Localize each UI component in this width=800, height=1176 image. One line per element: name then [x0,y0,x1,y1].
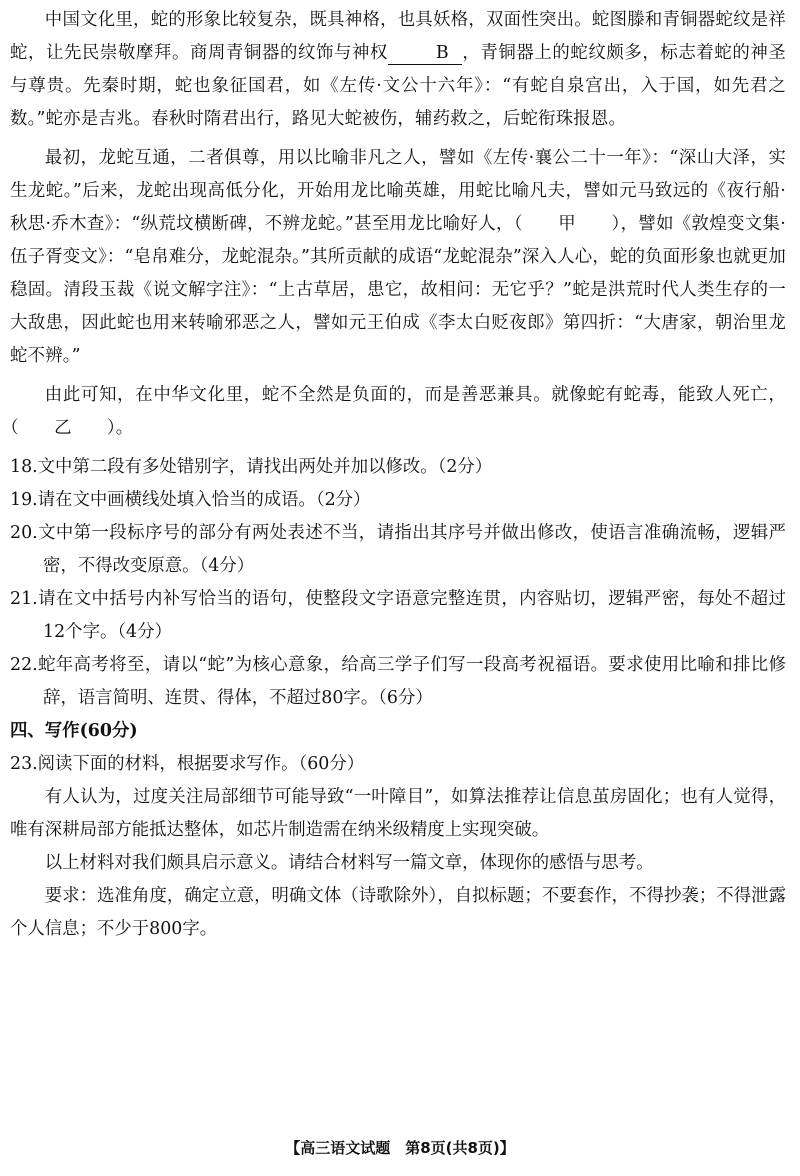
p2-text-b: ，譬如《敦煌变文集·伍子胥变文》：“皂帛难分，龙蛇混杂。”其所贡献的成语“龙蛇混杂”深入人心，蛇的负面形象也就更加稳固。清段玉裁《说文解字注》：“上古草居，患它，故相问：无它乎？”蛇是洪荒时代人类生存的一大敌患，因此蛇也用来转喻邪恶之人，譬如元王伯成《李太白贬夜郎》第四折：“大唐家，朝治里龙蛇不辨。” [10,214,786,366]
p2-text-a: 最初，龙蛇互通，二者俱尊，用以比喻非凡之人，譬如《左传·襄公二十一年》：“深山大泽，实生龙蛇。”后来，龙蛇出现高低分化，开始用龙比喻英雄，用蛇比喻凡夫，譬如元马致远的《夜行船·秋思·乔木查》：“纵荒坟横断碑，不辨龙蛇。”甚至用龙比喻好人， [10,148,786,234]
writing-material-2: 以上材料对我们颇具启示意义。请结合材料写一篇文章，体现你的感悟与思考。 [44,853,654,873]
page-content [10,4,786,946]
passage-paragraph-2 [10,142,786,373]
section-heading-writing: 四、写作(60分) [10,721,138,741]
p1-text-b: ，青铜器上的蛇纹颇多，标志着蛇的神圣与尊贵。先秦时期，蛇也象征国君，如《左传·文公十六年》：“有蛇自泉宫出，入于国，如先君之数。”蛇亦是吉兆。春秋时隋君出行，路见大蛇被伤，辅药救之，后蛇衔珠报恩。 [10,43,786,129]
p1-text-a: 中国文化里，蛇的形象比较复杂，既具神格，也具妖格，双面性突出。蛇图滕和青铜器蛇纹是祥蛇，让先民崇敬摩拜。商周青铜器的纹饰与神权 [10,10,786,63]
writing-material-1: 有人认为，过度关注局部细节可能导致“一叶障目”，如算法推荐让信息茧房固化；也有人觉得，唯有深耕局部方能抵达整体，如芯片制造需在纳米级精度上实现突破。 [10,787,786,840]
question-18: 18.文中第二段有多处错别字，请找出两处并加以修改。（2分） [10,457,493,477]
writing-requirements: 要求：选准角度，确定立意，明确文体（诗歌除外），自拟标题；不要套作，不得抄袭；不得泄露个人信息；不少于800字。 [10,886,786,939]
blank-b: B [388,42,462,65]
p3-text-a: 由此可知，在中华文化里，蛇不全然是负面的，而是善恶兼具。就像蛇有蛇毒，能致人死亡， [44,385,786,405]
passage-paragraph-3 [10,379,786,445]
question-20: 20.文中第一段标序号的部分有两处表述不当，请指出其序号并做出修改，使语言准确流畅，逻辑严密，不得改变原意。（4分） [10,523,786,576]
question-21: 21.请在文中括号内补写恰当的语句，使整段文字语意完整连贯，内容贴切，逻辑严密，每处不超过12个字。（4分） [10,589,786,642]
question-23: 23.阅读下面的材料，根据要求写作。（60分） [10,754,365,774]
question-22: 22.蛇年高考将至，请以“蛇”为核心意象，给高三学子们写一段高考祝福语。要求使用比喻和排比修辞，语言简明、连贯、得体，不超过80字。（6分） [10,655,786,708]
blank-jia: （ 甲 ） [513,214,621,234]
question-19: 19.请在文中画横线处填入恰当的成语。（2分） [10,490,371,510]
blank-yi: （ 乙 ） [10,418,116,438]
page-footer: 【高三语文试题 第8页(共8页)】 [285,1139,515,1157]
passage-paragraph-1 [10,4,786,136]
p3-text-b: 。 [115,418,134,438]
